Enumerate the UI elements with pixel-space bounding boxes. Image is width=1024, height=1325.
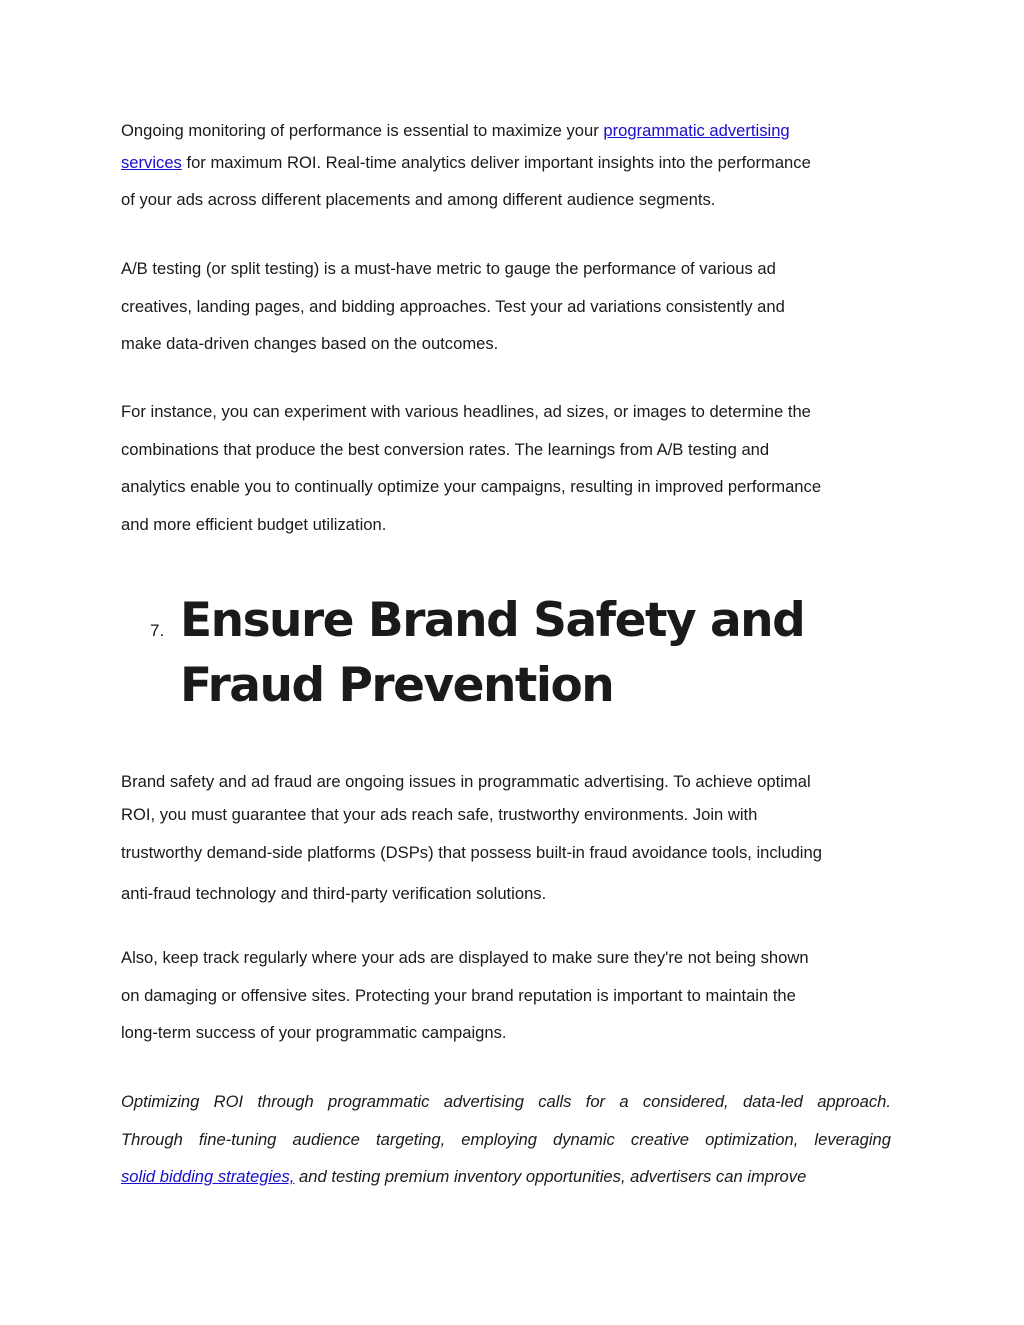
heading-line: Ensure Brand Safety and [180,593,805,648]
paragraph-line: of your ads across different placements and among different audience segments. [121,190,716,209]
services-link[interactable]: services [121,153,182,172]
paragraph-line [121,149,891,176]
paragraph-conclusion [121,1083,891,1196]
paragraph-line [121,1158,891,1196]
paragraph-line: combinations that produce the best conversion rates. The learnings from A/B testing and [121,439,770,459]
paragraph-line: make data-driven changes based on the outcomes. [121,334,499,353]
paragraph-line [121,112,891,149]
paragraph-line: ROI, you must guarantee that your ads reach safe, trustworthy environments. Join with [121,805,758,824]
paragraph-text: for maximum ROI. Real-time analytics deliver important insights into the performance [181,153,811,172]
paragraph-line: creatives, landing pages, and bidding approaches. Test your ad variations consistently and [121,296,785,316]
paragraph-line: Brand safety and ad fraud are ongoing issues in programmatic advertising. To achieve optimal [121,772,811,791]
paragraph-text: and testing premium inventory opportunities, advertisers can improve [294,1167,807,1186]
paragraph-line: Also, keep track regularly where your ads are displayed to make sure they're not being shown [121,948,809,967]
paragraph-line: analytics enable you to continually optimize your campaigns, resulting in improved performance [121,477,822,496]
programmatic-advertising-link[interactable]: programmatic advertising [603,121,790,140]
paragraph-brand-safety [121,764,891,913]
paragraph-line: on damaging or offensive sites. Protecting your brand reputation is important to maintain the [121,985,796,1005]
paragraph-monitoring [121,112,891,224]
paragraph-track-placement [121,939,891,1052]
paragraph-line: long-term success of your programmatic campaigns. [121,1023,507,1042]
paragraph-line: and more efficient budget utilization. [121,514,387,534]
heading-line: Fraud Prevention [180,658,614,713]
heading-title [180,588,804,718]
paragraph-ab-testing [121,250,891,363]
paragraph-line: trustworthy demand-side platforms (DSPs) that possess built-in fraud avoidance tools, including [121,843,822,862]
paragraph-line: Optimizing ROI through programmatic advertising calls for a considered, data-led approach. [121,1092,891,1111]
paragraph-line: For instance, you can experiment with various headlines, ad sizes, or images to determine the [121,402,811,421]
paragraph-line: A/B testing (or split testing) is a must-have metric to gauge the performance of various ad [121,259,776,278]
heading-number: 7. [150,621,165,640]
paragraph-experiment [121,393,891,543]
solid-bidding-strategies-link[interactable]: solid bidding strategies, [121,1167,295,1186]
paragraph-line: anti-fraud technology and third-party verification solutions. [121,884,547,903]
paragraph-text: Ongoing monitoring of performance is essential to maximize your [121,121,604,140]
paragraph-line: Through fine-tuning audience targeting, employing dynamic creative optimization, leveraging [121,1129,891,1149]
